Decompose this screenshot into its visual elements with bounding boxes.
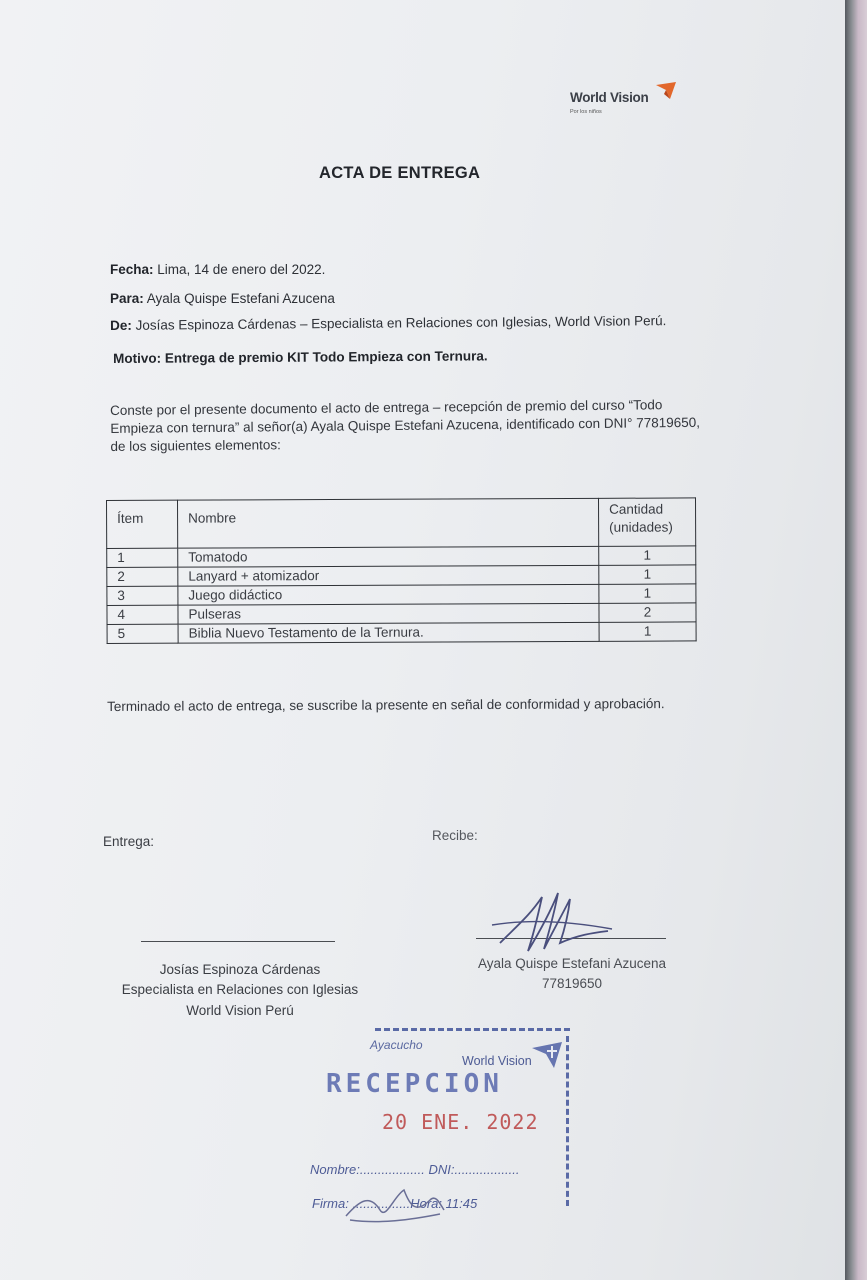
- para-line: [110, 291, 335, 306]
- de-value: Josías Espinoza Cárdenas – Especialista en Relaciones con Iglesias, World Vision Perú.: [131, 313, 667, 333]
- stamp-org: World Vision: [462, 1054, 532, 1068]
- stamp-signature-icon: [340, 1180, 450, 1230]
- fecha-line: [110, 262, 325, 277]
- entrega-name: Josías Espinoza Cárdenas: [159, 962, 321, 977]
- table-header-row: [107, 498, 696, 549]
- logo-text: World Vision: [570, 90, 649, 105]
- recibe-dni: 77819650: [541, 976, 603, 992]
- entrega-signatory: [100, 960, 380, 1021]
- entrega-org: World Vision Perú: [186, 1002, 294, 1018]
- cell-item: 4: [107, 605, 178, 624]
- table-row: [107, 584, 696, 606]
- recibe-label: Recibe:: [432, 828, 478, 843]
- motivo-line: [113, 348, 488, 366]
- motivo-text: Motivo: Entrega de premio KIT Todo Empieza con Ternura.: [113, 348, 488, 366]
- cell-cantidad: 2: [599, 603, 696, 622]
- para-label: Para:: [110, 291, 144, 306]
- table-row: [107, 565, 696, 587]
- de-line: [110, 313, 666, 333]
- entrega-signature-line: [141, 941, 335, 942]
- fecha-value: Lima, 14 de enero del 2022.: [153, 262, 326, 277]
- stamp-office: Ayacucho: [370, 1038, 423, 1052]
- stamp-border: [375, 1028, 570, 1031]
- reception-stamp: [300, 1022, 580, 1232]
- document-title: ACTA DE ENTREGA: [319, 164, 481, 182]
- cell-cantidad: 1: [599, 565, 696, 584]
- cell-item: 3: [107, 586, 178, 605]
- entrega-role: Especialista en Relaciones con Iglesias: [121, 982, 359, 998]
- header-cantidad: Cantidad (unidades): [598, 498, 695, 546]
- stamp-logo-icon: [532, 1042, 562, 1068]
- cell-nombre: Biblia Nuevo Testamento de la Ternura.: [178, 622, 599, 643]
- de-label: De:: [110, 317, 132, 333]
- para-value: Ayala Quispe Estefani Azucena: [143, 291, 335, 306]
- stamp-border: [566, 1036, 569, 1206]
- cell-item: 2: [107, 567, 178, 586]
- cell-item: 5: [107, 624, 178, 643]
- header-nombre: Nombre: [178, 498, 599, 548]
- closing-statement: Terminado el acto de entrega, se suscribe la presente en señal de conformidad y aprobación.: [107, 696, 665, 714]
- world-vision-logo: [570, 82, 680, 122]
- stamp-field-nombre: Nombre:.................. DNI:..................: [310, 1162, 520, 1177]
- cell-nombre: Juego didáctico: [178, 584, 599, 605]
- header-item: Ítem: [107, 500, 178, 548]
- recibe-signature-icon: [488, 885, 618, 965]
- recibe-signatory: [462, 954, 682, 995]
- table-row: [107, 603, 696, 625]
- items-table: [106, 497, 697, 644]
- fecha-label: Fecha:: [110, 262, 154, 277]
- page-edge: [845, 0, 867, 1280]
- logo-tagline: Por los niños: [570, 109, 602, 115]
- cell-cantidad: 1: [599, 584, 696, 603]
- table-row: [107, 546, 696, 568]
- stamp-word: RECEPCION: [326, 1069, 503, 1099]
- cell-cantidad: 1: [599, 622, 696, 641]
- recibe-name: Ayala Quispe Estefani Azucena: [477, 956, 667, 971]
- stamp-field-firma: Firma: ................Hora: 11:45: [312, 1196, 478, 1211]
- cell-item: 1: [107, 548, 178, 567]
- cell-cantidad: 1: [599, 546, 696, 565]
- stamp-date: 20 ENE. 2022: [382, 1110, 539, 1134]
- cell-nombre: Pulseras: [178, 603, 599, 624]
- table-row: [107, 622, 696, 644]
- intro-paragraph: Conste por el presente documento el acto de entrega – recepción de premio del curso “Todo Empieza con ternura” al señor(a) Ayala Quispe Estefani Azucena, identificado con DNI° 77819650, de los siguientes elementos:: [110, 397, 701, 455]
- cell-nombre: Tomatodo: [178, 546, 599, 567]
- logo-flag-icon: [656, 82, 676, 100]
- entrega-label: Entrega:: [103, 834, 155, 849]
- cell-nombre: Lanyard + atomizador: [178, 565, 599, 586]
